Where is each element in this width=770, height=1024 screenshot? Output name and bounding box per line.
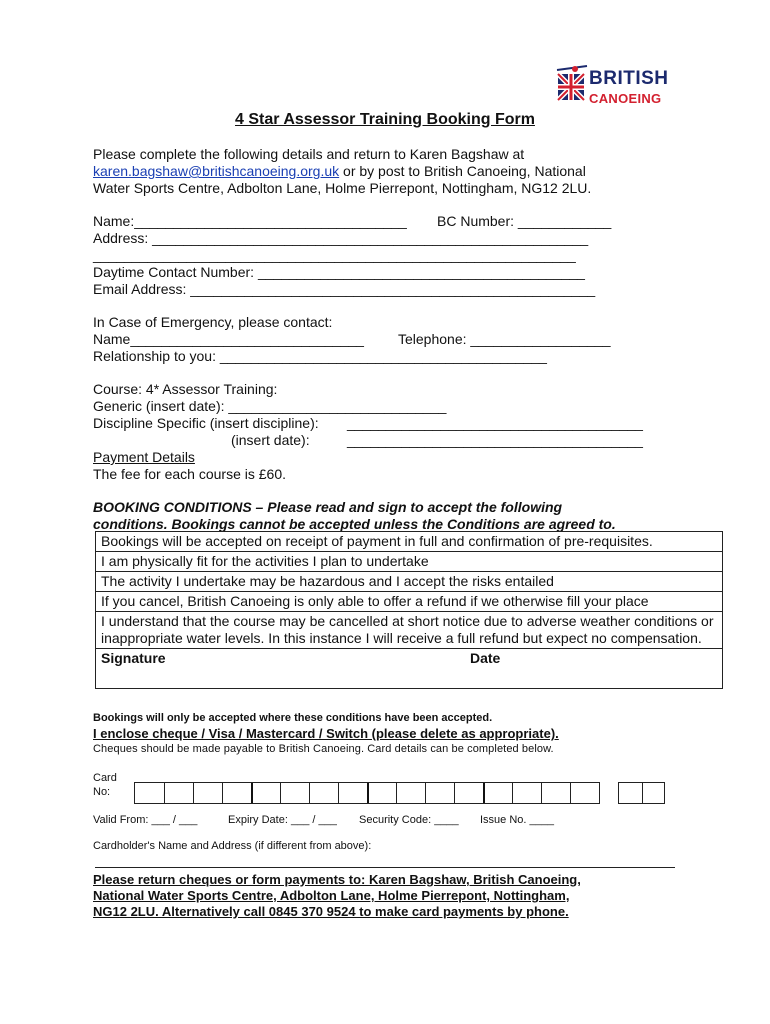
expiry-date-field[interactable]: Expiry Date: ___ / ___ xyxy=(228,814,337,826)
email-link[interactable]: karen.bagshaw@britishcanoeing.org.uk xyxy=(93,163,340,179)
relationship-field[interactable]: Relationship to you: __________________________________________ xyxy=(93,348,547,364)
insert-date-label: (insert date): xyxy=(231,432,310,448)
daytime-contact-field[interactable]: Daytime Contact Number: __________________________________________ xyxy=(93,264,585,280)
cheques-payable-note: Cheques should be made payable to British Canoeing. Card details can be completed below. xyxy=(93,743,554,755)
course-heading: Course: 4* Assessor Training: xyxy=(93,381,278,397)
cardholder-address-line[interactable] xyxy=(95,867,675,868)
booking-conditions-table xyxy=(95,531,723,689)
table-row xyxy=(96,612,723,649)
footer-line-1: Please return cheques or form payments to: Karen Bagshaw, British Canoeing, xyxy=(93,872,581,887)
security-code-field[interactable]: Security Code: ____ xyxy=(359,814,459,826)
signature-row[interactable] xyxy=(96,649,723,689)
table-row xyxy=(96,592,723,612)
logo-text-british: BRITISH xyxy=(589,68,669,89)
condition-cell: Bookings will be accepted on receipt of payment in full and confirmation of pre-requisites. xyxy=(96,532,723,552)
logo-text-canoeing: CANOEING xyxy=(589,91,662,106)
intro-line-1: Please complete the following details and return to Karen Bagshaw at xyxy=(93,146,525,162)
table-row xyxy=(96,552,723,572)
issue-number-field[interactable]: Issue No. ____ xyxy=(480,814,554,826)
condition-cell: If you cancel, British Canoeing is only able to offer a refund if we otherwise fill your place xyxy=(96,592,723,612)
insert-date-field[interactable]: ______________________________________ xyxy=(347,432,643,448)
card-label-1: Card xyxy=(93,772,117,784)
generic-date-field[interactable]: Generic (insert date): ____________________________ xyxy=(93,398,447,414)
condition-cell: I am physically fit for the activities I plan to undertake xyxy=(96,552,723,572)
intro-line-3: Water Sports Centre, Adbolton Lane, Holme Pierrepont, Nottingham, NG12 2LU. xyxy=(93,180,592,196)
card-extra-digits-input[interactable] xyxy=(618,782,665,804)
emergency-heading: In Case of Emergency, please contact: xyxy=(93,314,333,330)
union-flag-paddler-icon xyxy=(555,64,589,106)
table-row xyxy=(96,532,723,552)
address-field[interactable]: Address: ________________________________________________________ xyxy=(93,230,589,246)
emergency-name-field[interactable]: Name______________________________ xyxy=(93,331,364,347)
footer-line-3: NG12 2LU. Alternatively call 0845 370 9524 to make card payments by phone. xyxy=(93,904,569,919)
footer-line-2: National Water Sports Centre, Adbolton Lane, Holme Pierrepont, Nottingham, xyxy=(93,888,570,903)
address-continuation-field[interactable]: ______________________________________________________________ xyxy=(93,247,576,263)
signature-cell[interactable] xyxy=(96,649,723,689)
date-label: Date xyxy=(470,650,501,666)
payment-details-heading: Payment Details xyxy=(93,449,195,465)
enclose-payment-text: I enclose cheque / Visa / Mastercard / Switch (please delete as appropriate). xyxy=(93,726,559,741)
course-fee-text: The fee for each course is £60. xyxy=(93,466,286,482)
booking-conditions-heading-1: BOOKING CONDITIONS – Please read and sign to accept the following xyxy=(93,499,563,515)
name-field[interactable]: Name:___________________________________ xyxy=(93,213,407,229)
condition-cell: I understand that the course may be cancelled at short notice due to adverse weather conditions or inappropriate water levels. In this instance I will receive a full refund but expect no compensation. xyxy=(96,612,723,649)
table-row xyxy=(96,572,723,592)
card-number-input[interactable] xyxy=(134,782,600,804)
page-title: 4 Star Assessor Training Booking Form xyxy=(235,111,535,128)
valid-from-field[interactable]: Valid From: ___ / ___ xyxy=(93,814,198,826)
discipline-specific-label: Discipline Specific (insert discipline): xyxy=(93,415,319,431)
signature-label: Signature xyxy=(101,650,166,666)
booking-conditions-heading-2: conditions. Bookings cannot be accepted unless the Conditions are agreed to. xyxy=(93,516,616,532)
discipline-specific-field[interactable]: ______________________________________ xyxy=(347,415,643,431)
british-canoeing-logo xyxy=(555,62,677,108)
card-label-2: No: xyxy=(93,786,111,798)
intro-line-2 xyxy=(93,163,586,180)
cardholder-label: Cardholder's Name and Address (if different from above): xyxy=(93,840,372,852)
intro-line-2-rest: or by post to British Canoeing, National xyxy=(339,163,586,179)
conditions-accepted-note: Bookings will only be accepted where these conditions have been accepted. xyxy=(93,712,493,724)
email-address-field[interactable]: Email Address: ____________________________________________________ xyxy=(93,281,596,297)
condition-cell: The activity I undertake may be hazardous and I accept the risks entailed xyxy=(96,572,723,592)
emergency-telephone-field[interactable]: Telephone: __________________ xyxy=(398,331,611,347)
bc-number-field[interactable]: BC Number: ____________ xyxy=(437,213,612,229)
